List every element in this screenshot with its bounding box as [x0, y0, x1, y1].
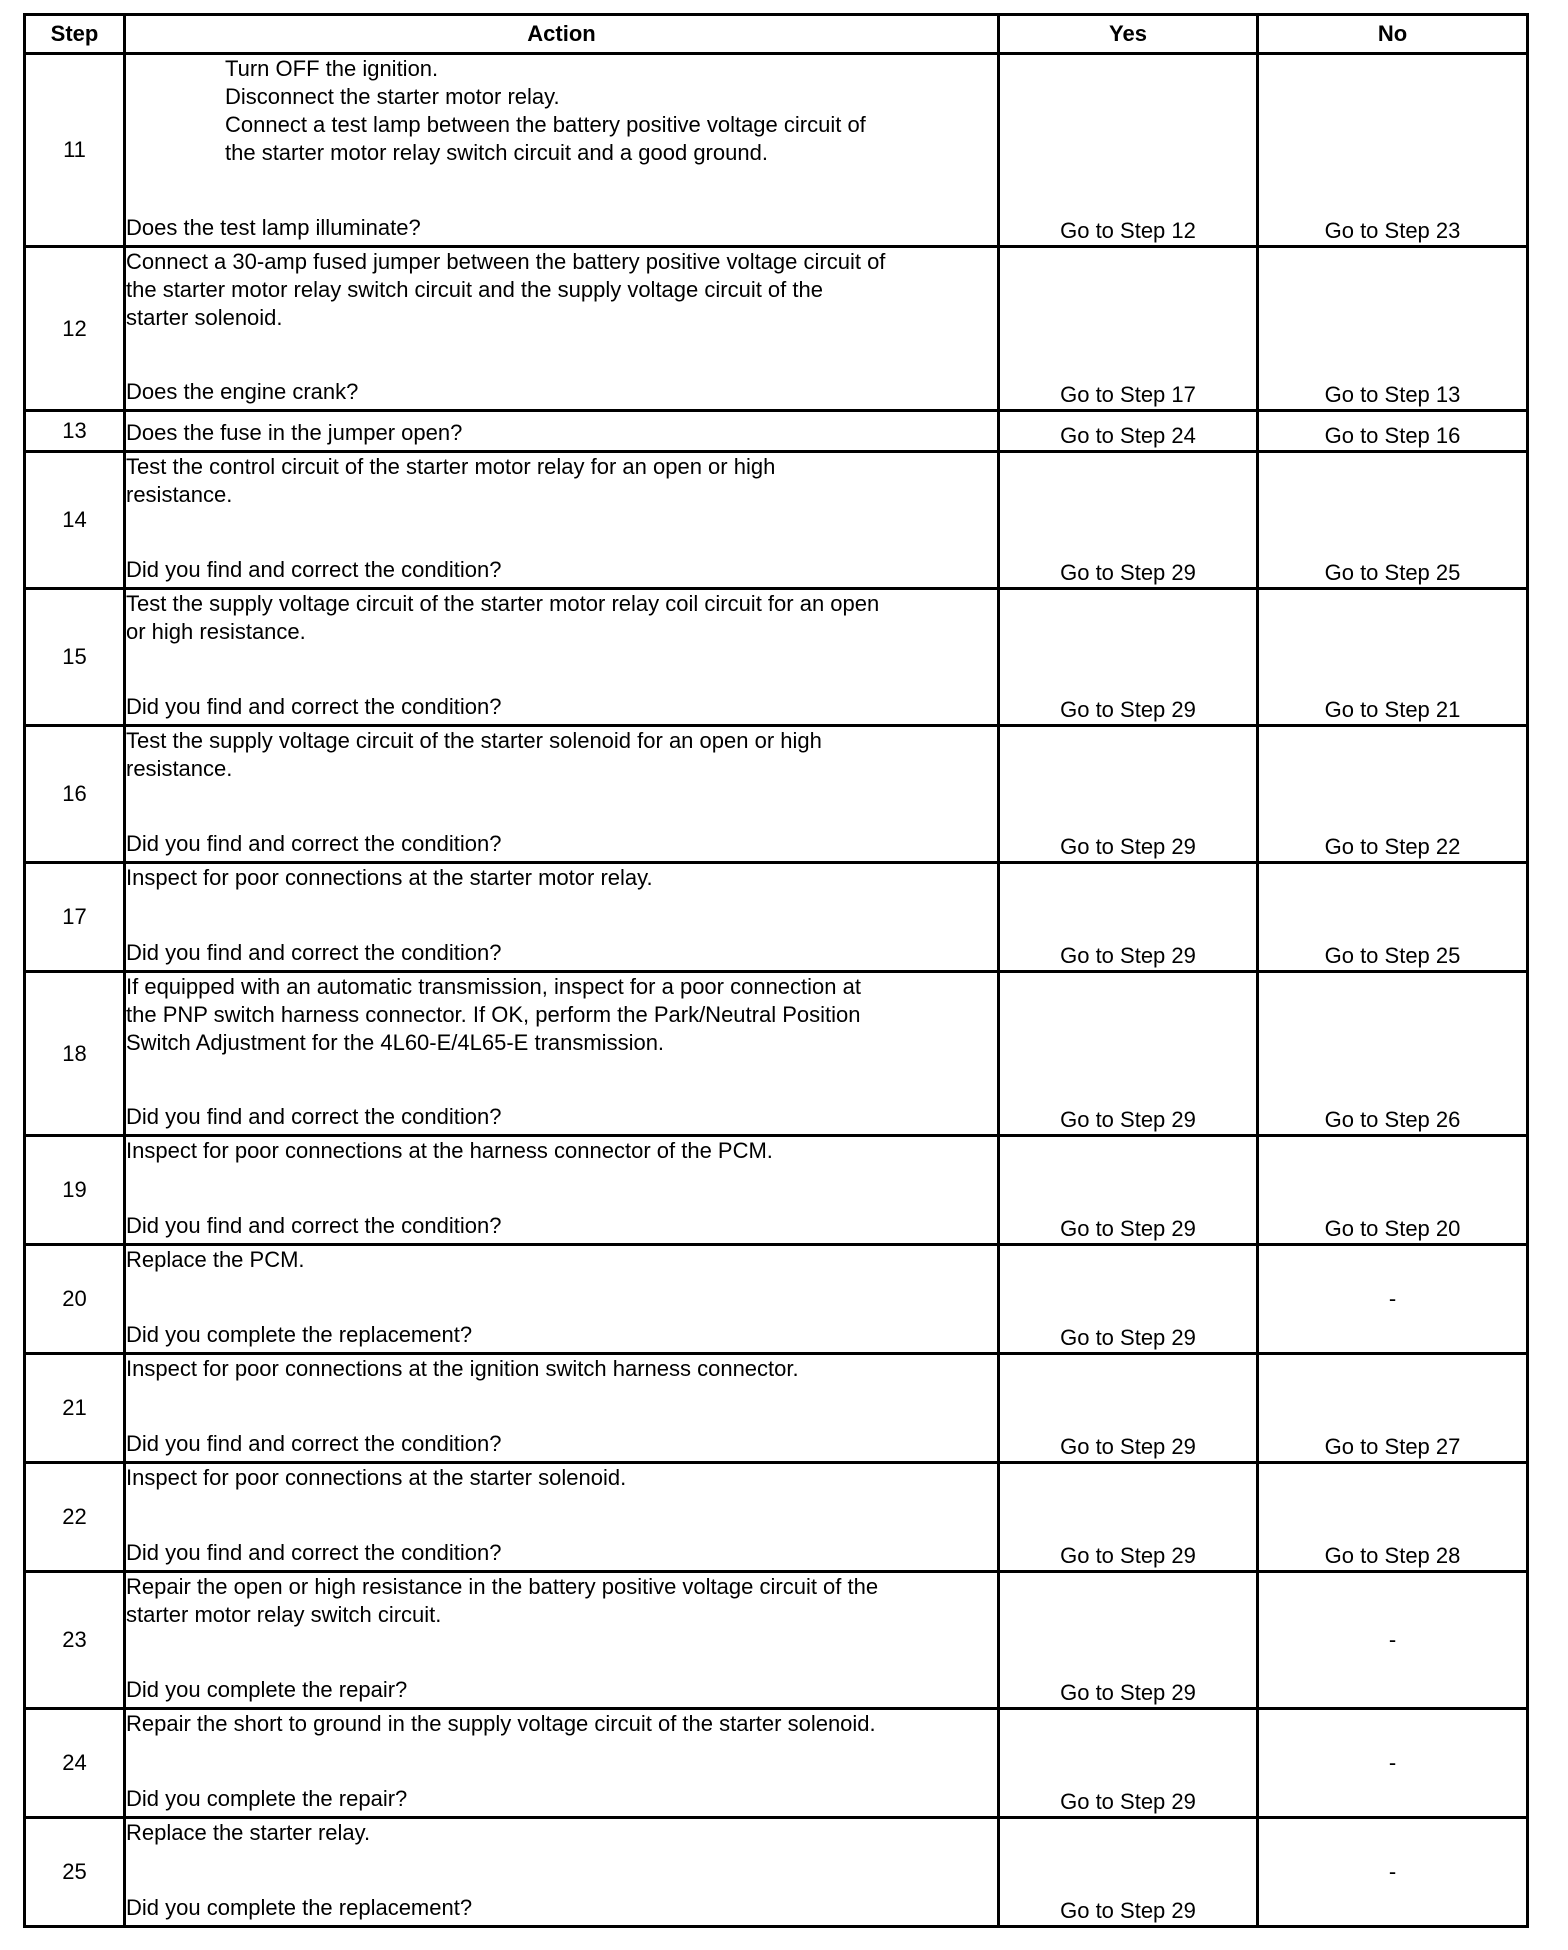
action-cell [125, 247, 999, 411]
no-result: Go to Step 25 [1258, 863, 1528, 972]
no-result: Go to Step 26 [1258, 972, 1528, 1136]
yes-result: Go to Step 29 [999, 1709, 1258, 1818]
yes-result: Go to Step 29 [999, 589, 1258, 726]
table-row [25, 411, 1528, 452]
header-yes: Yes [999, 15, 1258, 54]
action-description: Replace the PCM. [126, 1247, 305, 1272]
yes-result: Go to Step 29 [999, 1572, 1258, 1709]
yes-result: Go to Step 29 [999, 1354, 1258, 1463]
yes-result: Go to Step 24 [999, 411, 1258, 452]
action-description: Inspect for poor connections at the starter solenoid. [126, 1465, 627, 1490]
action-description: Test the supply voltage circuit of the starter solenoid for an open or high resistance. [126, 728, 822, 781]
action-question: Does the fuse in the jumper open? [126, 420, 463, 445]
action-description: Repair the open or high resistance in the battery positive voltage circuit of the starter motor relay switch circuit. [126, 1574, 879, 1627]
step-number: 16 [25, 726, 125, 863]
step-number: 17 [25, 863, 125, 972]
yes-result: Go to Step 12 [999, 54, 1258, 247]
table-row [25, 1463, 1528, 1572]
yes-result: Go to Step 29 [999, 1245, 1258, 1354]
action-cell [125, 1572, 999, 1709]
action-cell [125, 589, 999, 726]
action-question: Did you find and correct the condition? [126, 1104, 502, 1129]
action-cell [125, 1245, 999, 1354]
step-number: 21 [25, 1354, 125, 1463]
table-row [25, 1136, 1528, 1245]
step-number: 18 [25, 972, 125, 1136]
no-result: - [1258, 1245, 1528, 1354]
no-result: Go to Step 28 [1258, 1463, 1528, 1572]
no-result: Go to Step 13 [1258, 247, 1528, 411]
action-description: Test the supply voltage circuit of the starter motor relay coil circuit for an open or high resistance. [126, 591, 880, 644]
table-header-row [25, 15, 1528, 54]
no-result: - [1258, 1818, 1528, 1927]
yes-result: Go to Step 29 [999, 452, 1258, 589]
step-number: 19 [25, 1136, 125, 1245]
header-step: Step [25, 15, 125, 54]
no-result: Go to Step 22 [1258, 726, 1528, 863]
action-description: Inspect for poor connections at the ignition switch harness connector. [126, 1356, 799, 1381]
table-row [25, 1245, 1528, 1354]
table-row [25, 54, 1528, 247]
action-question: Did you find and correct the condition? [126, 1213, 502, 1238]
action-question: Did you find and correct the condition? [126, 940, 502, 965]
action-question: Does the test lamp illuminate? [126, 215, 421, 240]
table-row [25, 863, 1528, 972]
action-cell [125, 1818, 999, 1927]
step-number: 12 [25, 247, 125, 411]
action-cell [125, 54, 999, 247]
action-cell [125, 1463, 999, 1572]
yes-result: Go to Step 29 [999, 1463, 1258, 1572]
action-cell [125, 1136, 999, 1245]
header-no: No [1258, 15, 1528, 54]
action-cell [125, 452, 999, 589]
table-row [25, 452, 1528, 589]
table-row [25, 247, 1528, 411]
diagnostic-table [23, 13, 1529, 1928]
no-result: - [1258, 1709, 1528, 1818]
no-result: Go to Step 20 [1258, 1136, 1528, 1245]
action-question: Did you find and correct the condition? [126, 1540, 502, 1565]
action-question: Did you find and correct the condition? [126, 694, 502, 719]
step-number: 20 [25, 1245, 125, 1354]
header-action: Action [125, 15, 999, 54]
no-result: Go to Step 25 [1258, 452, 1528, 589]
table-row [25, 726, 1528, 863]
diagnostic-table-sheet [23, 13, 1529, 1928]
action-question: Does the engine crank? [126, 379, 359, 404]
step-number: 24 [25, 1709, 125, 1818]
yes-result: Go to Step 29 [999, 972, 1258, 1136]
action-description: Test the control circuit of the starter motor relay for an open or high resistance. [126, 454, 776, 507]
action-cell [125, 1709, 999, 1818]
action-question: Did you find and correct the condition? [126, 1431, 502, 1456]
yes-result: Go to Step 17 [999, 247, 1258, 411]
action-cell [125, 726, 999, 863]
no-result: Go to Step 16 [1258, 411, 1528, 452]
action-cell [125, 972, 999, 1136]
step-number: 14 [25, 452, 125, 589]
action-question: Did you complete the replacement? [126, 1895, 473, 1920]
no-result: Go to Step 27 [1258, 1354, 1528, 1463]
yes-result: Go to Step 29 [999, 863, 1258, 972]
action-question: Did you complete the repair? [126, 1786, 408, 1811]
step-number: 25 [25, 1818, 125, 1927]
table-row [25, 972, 1528, 1136]
action-cell [125, 863, 999, 972]
step-number: 13 [25, 411, 125, 452]
table-row [25, 1354, 1528, 1463]
step-number: 11 [25, 54, 125, 247]
action-description: Inspect for poor connections at the starter motor relay. [126, 865, 653, 890]
action-description: Repair the short to ground in the supply voltage circuit of the starter solenoid. [126, 1711, 876, 1736]
yes-result: Go to Step 29 [999, 1818, 1258, 1927]
yes-result: Go to Step 29 [999, 726, 1258, 863]
step-number: 23 [25, 1572, 125, 1709]
action-description: Turn OFF the ignition. Disconnect the starter motor relay. Connect a test lamp between the battery positive voltage circuit of the starter motor relay switch circuit and a good ground. [225, 56, 866, 165]
action-description: Inspect for poor connections at the harness connector of the PCM. [126, 1138, 773, 1163]
table-body [25, 54, 1528, 1927]
action-cell [125, 411, 999, 452]
yes-result: Go to Step 29 [999, 1136, 1258, 1245]
step-number: 15 [25, 589, 125, 726]
action-description: Connect a 30-amp fused jumper between the battery positive voltage circuit of the starter motor relay switch circuit and the supply voltage circuit of the starter solenoid. [126, 249, 886, 330]
no-result: - [1258, 1572, 1528, 1709]
action-question: Did you complete the replacement? [126, 1322, 473, 1347]
table-row [25, 1818, 1528, 1927]
step-number: 22 [25, 1463, 125, 1572]
action-question: Did you find and correct the condition? [126, 831, 502, 856]
table-row [25, 1709, 1528, 1818]
action-question: Did you find and correct the condition? [126, 557, 502, 582]
table-row [25, 589, 1528, 726]
action-description: If equipped with an automatic transmission, inspect for a poor connection at the PNP switch harness connector. If OK, perform the Park/Neutral Position Switch Adjustment for the 4L60-E/4L65-E transmission. [126, 974, 861, 1055]
no-result: Go to Step 23 [1258, 54, 1528, 247]
action-question: Did you complete the repair? [126, 1677, 408, 1702]
no-result: Go to Step 21 [1258, 589, 1528, 726]
table-row [25, 1572, 1528, 1709]
action-cell [125, 1354, 999, 1463]
action-description: Replace the starter relay. [126, 1820, 371, 1845]
